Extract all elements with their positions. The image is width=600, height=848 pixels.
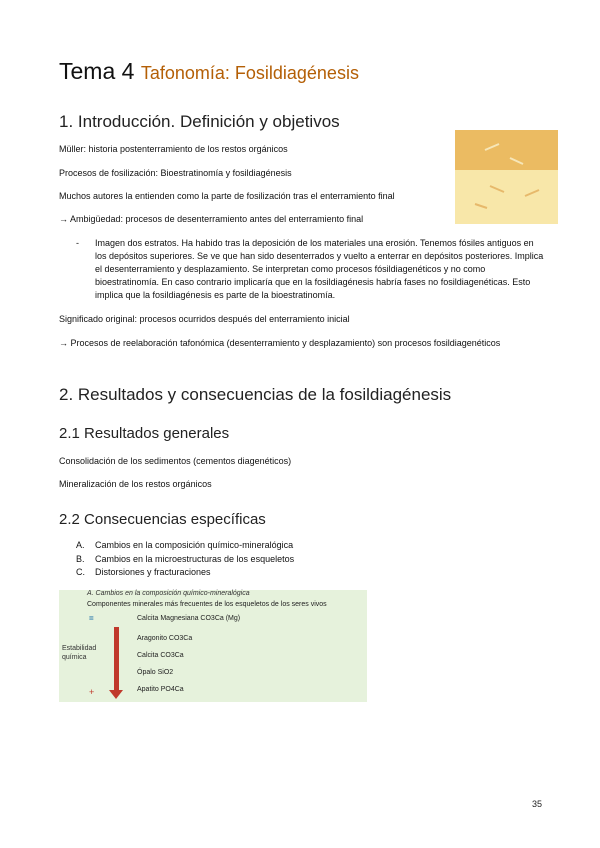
text-line: → Procesos de reelaboración tafonómica (desenterramiento y desplazamiento) son procesos fosildiagenéticos — [59, 338, 501, 348]
list-item — [76, 566, 294, 580]
bullet-text: Imagen dos estratos. Ha habido tras la deposición de los materiales una erosión. Tenemos fósiles antiguos en los depósitos superiores. Se ve que han sido desenterrados y vuelto a enterrar en depósitos posteriores. Implica el desenterramiento y desplazamiento. Se interpretan como procesos fósildiagenéticos y no como bioestratinomía. En caso contrario implicaría que en la fosildiagénesis habría fases no fosildiagenéticas. Esto implica que la fosildiagénesis es parte de la bioestratinomía. — [95, 238, 544, 300]
list-item — [76, 539, 294, 553]
bullet-dash: - — [76, 238, 79, 248]
arrow-head-icon — [109, 690, 123, 699]
mineral-label: Calcita CO3Ca — [137, 652, 184, 659]
subsection-heading: 2.2 Consecuencias específicas — [59, 511, 266, 528]
list-marker: B. — [76, 553, 85, 564]
text-line: Procesos de fosilización: Bioestratinomía y fosildiagénesis — [59, 168, 292, 178]
text-line: → Ambigüedad: procesos de desenterramiento antes del enterramiento final — [59, 214, 364, 224]
text-line: Muchos autores la entienden como la parte de fosilización tras el enterramiento final — [59, 191, 395, 201]
list-marker: C. — [76, 567, 85, 577]
text-line: Müller: historia postenterramiento de los restos orgánicos — [59, 144, 288, 154]
axis-label: Estabilidad — [62, 645, 97, 652]
section1-heading: 1. Introducción. Definición y objetivos — [59, 112, 340, 131]
mineral-label: Calcita Magnesiana CO3Ca (Mg) — [137, 615, 241, 622]
topic-title: Tafonomía: Fosildiagénesis — [140, 63, 359, 83]
list-text: Distorsiones y fracturaciones — [95, 567, 211, 577]
page-title — [59, 58, 359, 85]
figure-subtitle: Componentes minerales más frecuentes de los esqueletos de los seres vivos — [87, 601, 327, 608]
section2-heading: 2. Resultados y consecuencias de la fosildiagénesis — [59, 385, 452, 404]
list-text: Cambios en la microestructuras de los esqueletos — [95, 553, 295, 564]
mineral-label: Aragonito CO3Ca — [137, 635, 193, 642]
mineral-label: Ópalo SiO2 — [137, 669, 174, 676]
stability-low-symbol: + — [89, 687, 95, 697]
stability-high-symbol: = — [89, 614, 94, 623]
figure-caption: A. Cambios en la composición químico-mineralógica — [87, 590, 250, 597]
mineral-label: Apatito PO4Ca — [137, 686, 184, 693]
mineral-stability-figure — [59, 590, 367, 702]
consequence-list — [76, 539, 294, 580]
stability-arrow — [114, 627, 119, 694]
text-line: Consolidación de los sedimentos (cementos diagenéticos) — [59, 456, 292, 466]
subsection-heading: 2.1 Resultados generales — [59, 425, 230, 442]
list-marker: A. — [76, 540, 85, 550]
page-number: 35 — [531, 799, 542, 809]
text-line: Mineralización de los restos orgánicos — [59, 479, 212, 489]
text-line: Significado original: procesos ocurridos después del enterramiento inicial — [59, 314, 350, 324]
list-text: Cambios en la composición químico-mineralógica — [95, 540, 294, 550]
axis-label: química — [62, 654, 87, 661]
bullet-item — [76, 237, 546, 302]
list-item — [76, 553, 294, 567]
tema-label: Tema 4 — [59, 58, 135, 84]
